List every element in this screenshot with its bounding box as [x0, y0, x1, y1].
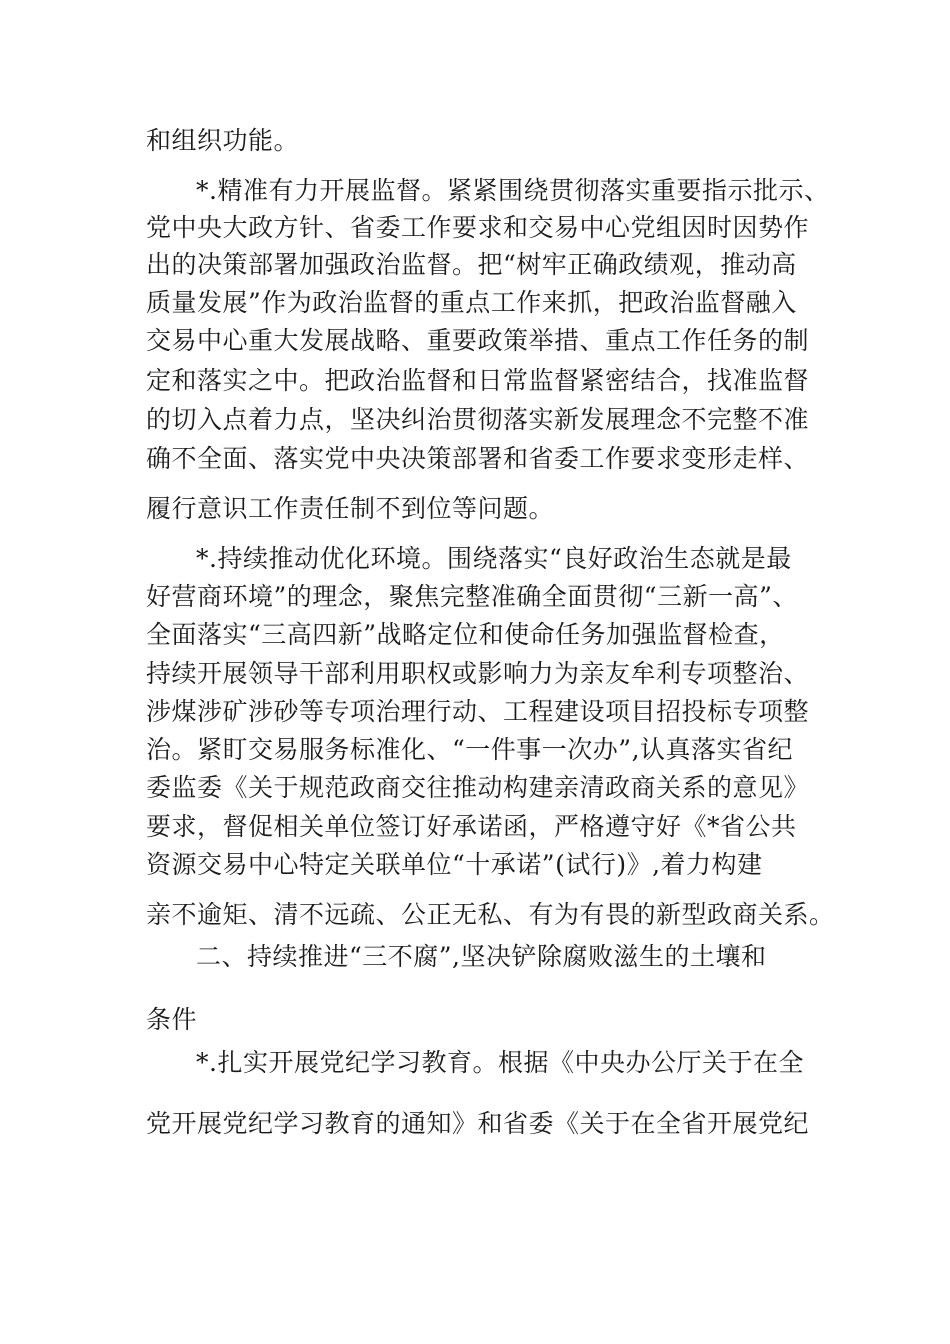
text-line-19: 资源交易中心特定关联单位“十承诺”(试行)》,着力构建 — [146, 850, 763, 879]
text-line-6: 交易中心重大发展战略、重要政策举措、重点工作任务的制 — [146, 326, 810, 355]
text-line-1: 和组织功能。 — [146, 126, 300, 155]
text-line-11: *.持续推动优化环境。围绕落实“良好政治生态就是最 — [196, 544, 792, 573]
text-line-18: 要求，督促相关单位签订好承诺函，严格遵守好《*省公共 — [146, 812, 797, 841]
text-line-14: 持续开展领导干部利用职权或影响力为亲友牟利专项整治、 — [146, 659, 810, 688]
text-line-7: 定和落实之中。把政治监督和日常监督紧密结合，找准监督 — [146, 366, 810, 395]
text-line-13: 全面落实“三高四新”战略定位和使命任务加强监督检查， — [146, 620, 785, 649]
text-line-15: 涉煤涉矿涉砂等专项治理行动、工程建设项目招投标专项整 — [146, 697, 810, 726]
text-line-10: 履行意识工作责任制不到位等问题。 — [146, 494, 555, 523]
text-line-12: 好营商环境”的理念，聚焦完整准确全面贯彻“三新一高”、 — [146, 582, 798, 611]
text-line-20: 亲不逾矩、清不远疏、公正无私、有为有畏的新型政商关系。 — [146, 900, 835, 929]
text-line-21: *.扎实开展党纪学习教育。根据《中央办公厅关于在全 — [196, 1048, 804, 1077]
text-line-16: 治。紧盯交易服务标准化、“一件事一次办”,认真落实省纪 — [146, 735, 794, 764]
text-line-22: 党开展党纪学习教育的通知》和省委《关于在全省开展党纪 — [146, 1109, 810, 1138]
text-line-4: 出的决策部署加强政治监督。把“树牢正确政绩观，推动高 — [146, 250, 797, 279]
text-line-2: *.精准有力开展监督。紧紧围绕贯彻落实重要指示批示、 — [196, 176, 830, 205]
heading-section-2: 二、持续推进“三不腐”,坚决铲除腐败滋生的土壤和 — [196, 942, 767, 971]
text-line-17: 委监委《关于规范政商交往推动构建亲清政商关系的意见》 — [146, 773, 810, 802]
text-line-9: 确不全面、落实党中央决策部署和省委工作要求变形走样、 — [146, 444, 810, 473]
text-line-8: 的切入点着力点，坚决纠治贯彻落实新发展理念不完整不准 — [146, 405, 810, 434]
text-line-5: 质量发展”作为政治监督的重点工作来抓，把政治监督融入 — [146, 288, 797, 317]
text-line-3: 党中央大政方针、省委工作要求和交易中心党组因时因势作 — [146, 213, 810, 242]
heading-section-2-cont: 条件 — [146, 1005, 198, 1034]
